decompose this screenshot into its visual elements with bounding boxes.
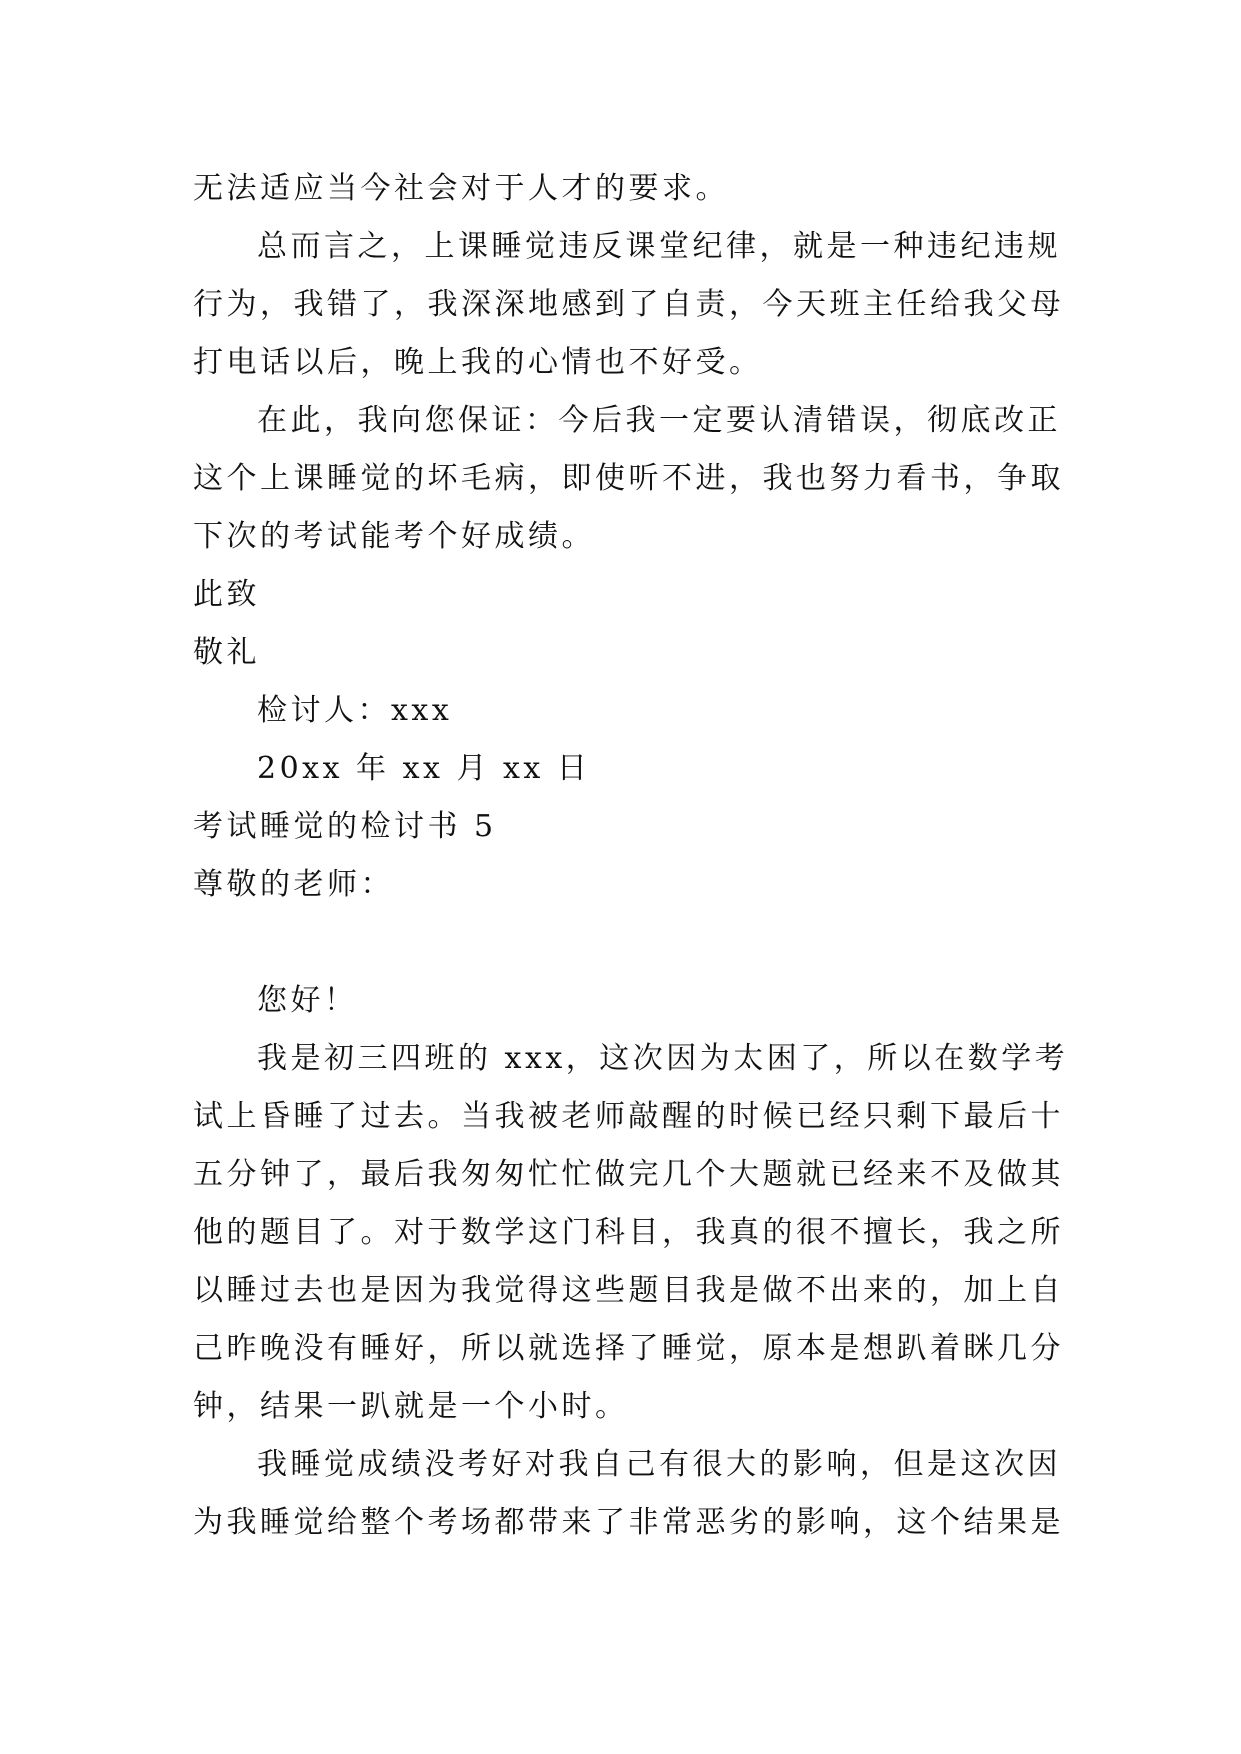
closing-salutation: 此致	[193, 577, 260, 612]
paragraph-line: 试上昏睡了过去。当我被老师敲醒的时候已经只剩下最后十	[193, 1099, 1064, 1134]
salutation: 尊敬的老师：	[193, 867, 394, 902]
paragraph-line: 我是初三四班的 xxx，这次因为太困了，所以在数学考	[257, 1041, 1069, 1076]
blank-line	[193, 914, 1053, 972]
paragraph-line: 为我睡觉给整个考场都带来了非常恶劣的影响，这个结果是	[193, 1505, 1064, 1540]
paragraph-line: 无法适应当今社会对于人才的要求。	[193, 171, 729, 206]
paragraph-line: 他的题目了。对于数学这门科目，我真的很不擅长，我之所	[193, 1215, 1064, 1250]
paragraph-line: 以睡过去也是因为我觉得这些题目我是做不出来的，加上自	[193, 1273, 1064, 1308]
signature-line: 检讨人：xxx	[257, 693, 453, 728]
paragraph-line: 在此，我向您保证：今后我一定要认清错误，彻底改正	[257, 403, 1061, 438]
paragraph-line: 钟，结果一趴就是一个小时。	[193, 1389, 629, 1424]
document-body	[193, 160, 1069, 1552]
closing-regards: 敬礼	[193, 635, 260, 670]
paragraph-line: 这个上课睡觉的坏毛病，即使听不进，我也努力看书，争取	[193, 461, 1064, 496]
paragraph-line: 下次的考试能考个好成绩。	[193, 519, 595, 554]
greeting: 您好！	[257, 983, 358, 1018]
paragraph-line: 五分钟了，最后我匆匆忙忙做完几个大题就已经来不及做其	[193, 1157, 1064, 1192]
paragraph-line: 总而言之，上课睡觉违反课堂纪律，就是一种违纪违规	[257, 229, 1061, 264]
paragraph-line: 我睡觉成绩没考好对我自己有很大的影响，但是这次因	[257, 1447, 1061, 1482]
paragraph-line: 行为，我错了，我深深地感到了自责，今天班主任给我父母	[193, 287, 1064, 322]
paragraph-line: 打电话以后，晚上我的心情也不好受。	[193, 345, 763, 380]
section-title: 考试睡觉的检讨书 5	[193, 809, 497, 844]
date-line: 20xx 年 xx 月 xx 日	[257, 751, 591, 786]
paragraph-line: 己昨晚没有睡好，所以就选择了睡觉，原本是想趴着眯几分	[193, 1331, 1064, 1366]
